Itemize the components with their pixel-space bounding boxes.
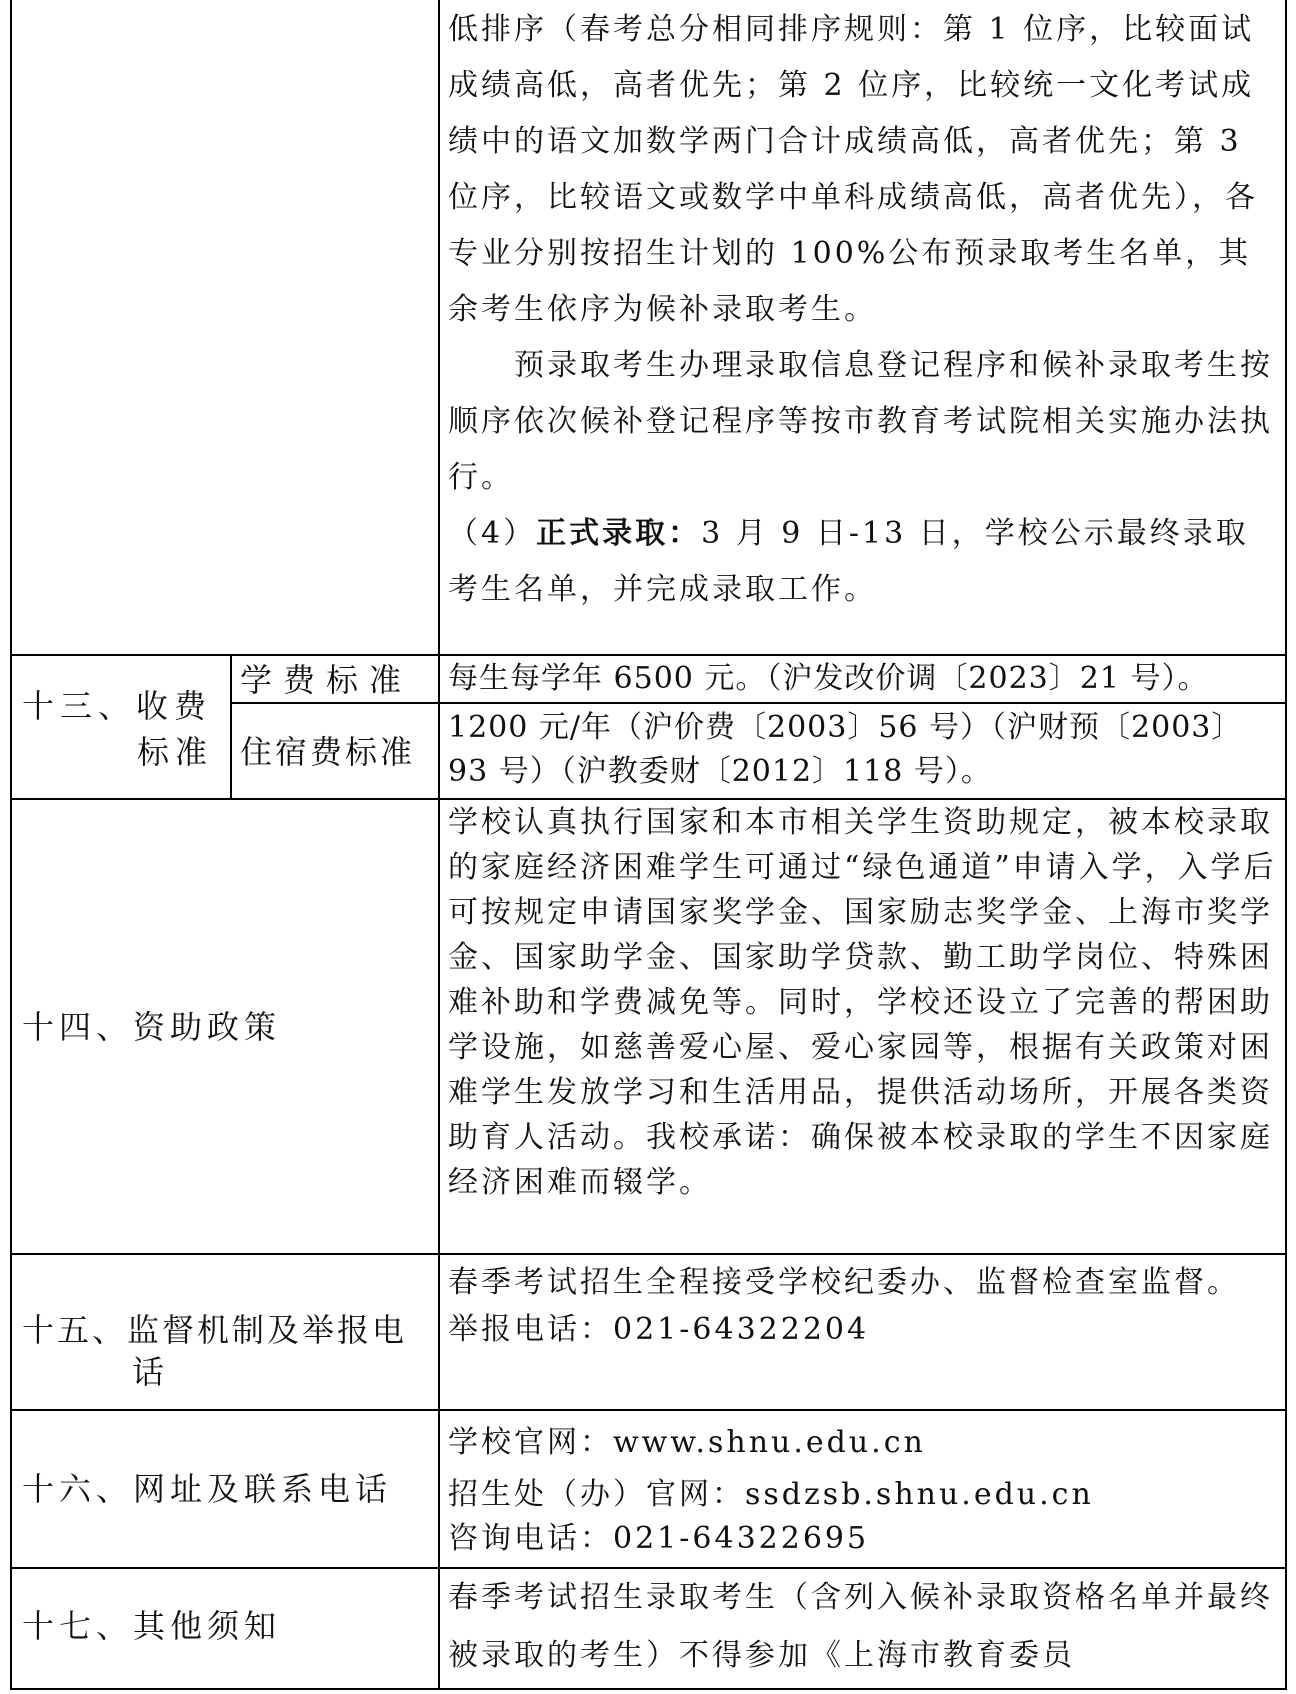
fees-label: 十三、收费 标准: [22, 687, 214, 771]
supervision-text: 春季考试招生全程接受学校纪委办、监督检查室监督。: [448, 1265, 1240, 1300]
contact-label: 十六、网址及联系电话: [22, 1470, 393, 1508]
housing-label: 住宿费标准: [240, 733, 416, 771]
school-website-link[interactable]: 学校官网：www.shnu.edu.cn: [448, 1425, 926, 1460]
admission-registration-paragraph: 预录取考生办理录取信息登记程序和候补录取考生按顺序依次候补登记程序等按市教育考试院相关实施办法执行。: [448, 348, 1273, 495]
supervision-label: 十五、监督机制及举报电 话: [22, 1311, 408, 1391]
tuition-label-cell: [230, 654, 440, 704]
other-text: 春季考试招生录取考生（含列入候补录取资格名单并最终被录取的考生）不得参加《上海市教育委员: [448, 1580, 1273, 1673]
admission-label-cell: [10, 0, 440, 656]
admission-ranking-paragraph: 低排序（春考总分相同排序规则：第 1 位序，比较面试成绩高低，高者优先；第 2 位序，比较统一文化考试成绩中的语文加数学两门合计成绩高低，高者优先；第 3 位序，比较语文或数学中单科成绩高低，高者优先），各专业分别按招生计划的 100%公布预录取考生名单，其余考生依序为候补录取考生。: [448, 12, 1258, 327]
supervision-content-cell: [438, 1253, 1287, 1411]
tuition-label: 学费标准: [240, 661, 413, 699]
formal-admission-title: 正式录取：: [536, 516, 702, 551]
admission-content-cell: [438, 0, 1287, 656]
report-phone: 举报电话：021-64322204: [448, 1312, 870, 1347]
other-label-cell: [10, 1567, 440, 1690]
housing-value-cell: [438, 702, 1287, 800]
contact-label-cell: [10, 1409, 440, 1569]
other-content-cell: [438, 1567, 1287, 1690]
admissions-website-link[interactable]: 招生处（办）官网：ssdzsb.shnu.edu.cn: [448, 1477, 1094, 1512]
tuition-value-cell: [438, 654, 1287, 704]
formal-admission-item: （4）正式录取：3 月 9 日-13 日，学校公示最终录取考生名单，并完成录取工作。: [448, 516, 1249, 607]
inquiry-phone: 咨询电话：021-64322695: [448, 1521, 870, 1556]
tuition-value: 每生每学年 6500 元。（沪发改价调〔2023〕21 号）。: [448, 661, 1209, 696]
policy-table: [10, 0, 1287, 1690]
aid-label: 十四、资助政策: [22, 1008, 282, 1046]
housing-value: 1200 元/年（沪价费〔2003〕56 号）（沪财预〔2003〕93 号）（沪教委财〔2012〕118 号）。: [448, 710, 1243, 789]
aid-content-cell: [438, 798, 1287, 1255]
other-label: 十七、其他须知: [22, 1607, 282, 1645]
contact-content-cell: [438, 1409, 1287, 1569]
aid-text: 学校认真执行国家和本市相关学生资助规定，被本校录取的家庭经济困难学生可通过“绿色通道”申请入学，入学后可按规定申请国家奖学金、国家励志奖学金、上海市奖学金、国家助学金、国家助学贷款、勤工助学岗位、特殊困难补助和学费减免等。同时，学校还设立了完善的帮困助学设施，如慈善爱心屋、爱心家园等，根据有关政策对困难学生发放学习和生活用品，提供活动场所，开展各类资助育人活动。我校承诺：确保被本校录取的学生不因家庭经济困难而辍学。: [448, 805, 1277, 1200]
fees-label-cell: [10, 654, 232, 800]
aid-label-cell: [10, 798, 440, 1255]
supervision-label-cell: [10, 1253, 440, 1411]
housing-label-cell: [230, 702, 440, 800]
